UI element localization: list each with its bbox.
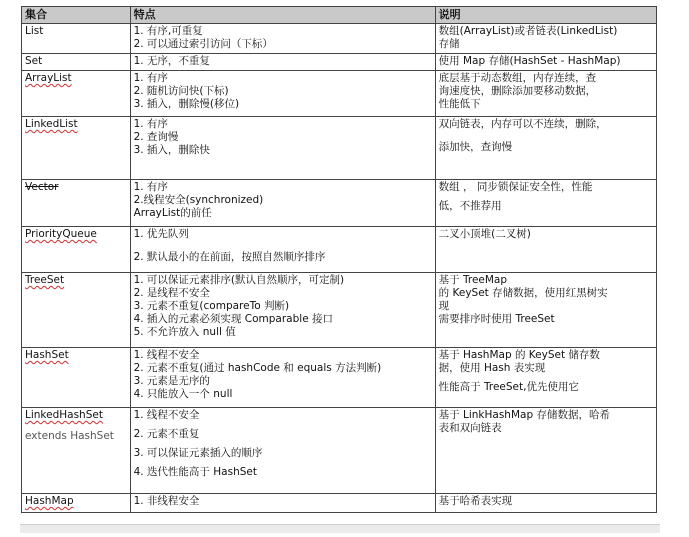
feature-line: 2. 元素不重复(通过 hashCode 和 equals 方法判断) — [133, 362, 382, 374]
table-row — [22, 348, 657, 408]
feature-line: 2. 默认最小的在前面，按照自然顺序排序 — [133, 251, 326, 263]
collection-name-extends: extends HashSet — [25, 430, 114, 442]
feature-line: 5. 不允许放入 null 值 — [133, 326, 236, 338]
feature-line: 1. 可以保证元素排序(默认自然顺序，可定制) — [133, 274, 345, 286]
feature-line: 1. 线程不安全 — [133, 349, 200, 361]
feature-line: 2. 查询慢 — [133, 131, 179, 143]
cell-features — [130, 71, 435, 117]
table-row — [22, 24, 657, 54]
description-line: 现 — [438, 300, 450, 312]
cell-name — [22, 227, 131, 273]
feature-line: 2.线程安全(synchronized) — [133, 194, 264, 206]
collection-name: PriorityQueue — [25, 228, 97, 240]
feature-line: 2. 是线程不安全 — [133, 287, 210, 299]
cell-description — [435, 494, 656, 513]
description-line: 基于 TreeMap — [438, 274, 508, 286]
cell-features — [130, 117, 435, 180]
description-line: 基于哈希表实现 — [438, 495, 513, 507]
cell-name — [22, 180, 131, 227]
collection-name: HashMap — [25, 495, 74, 507]
cell-name — [22, 54, 131, 71]
description-line: 据，使用 Hash 表实现 — [438, 362, 546, 374]
cell-features — [130, 227, 435, 273]
description-line: 基于 HashMap 的 KeySet 储存数 — [438, 349, 600, 361]
feature-line: 3. 元素是无序的 — [133, 375, 210, 387]
collection-name: TreeSet — [25, 274, 65, 286]
description-line: 需要排序时使用 TreeSet — [438, 313, 555, 325]
cell-features — [130, 408, 435, 494]
cell-description — [435, 180, 656, 227]
description-line: 二叉小顶堆(二叉树) — [438, 228, 531, 240]
cell-description — [435, 348, 656, 408]
feature-line: 1. 有序,可重复 — [133, 25, 203, 37]
cell-features — [130, 273, 435, 348]
feature-line: 1. 优先队列 — [133, 228, 189, 240]
collection-name: Set — [25, 55, 43, 67]
feature-line: 1. 有序 — [133, 118, 168, 130]
cell-description — [435, 71, 656, 117]
description-line: 询速度快，删除添加要移动数据， — [438, 85, 597, 97]
feature-line: 4. 插入的元素必须实现 Comparable 接口 — [133, 313, 333, 325]
collection-name: Vector — [25, 181, 59, 193]
description-line: 添加快，查询慢 — [438, 141, 513, 153]
cell-features — [130, 24, 435, 54]
feature-line: 4. 迭代性能高于 HashSet — [133, 466, 257, 478]
description-line: 存储 — [438, 38, 460, 50]
feature-line: 1. 有序 — [133, 181, 168, 193]
cell-name — [22, 117, 131, 180]
description-line: 的 KeySet 存储数据，使用红黑树实 — [438, 287, 608, 299]
feature-line: 4. 只能放入一个 null — [133, 388, 233, 400]
table-row — [22, 117, 657, 180]
table-row — [22, 71, 657, 117]
feature-line: 1. 有序 — [133, 72, 168, 84]
feature-line: ArrayList的前任 — [133, 207, 212, 219]
description-line: 性能低下 — [438, 98, 481, 110]
header-features: 特点 — [130, 7, 435, 24]
cell-name — [22, 348, 131, 408]
feature-line: 3. 可以保证元素插入的顺序 — [133, 447, 263, 459]
description-line: 性能高于 TreeSet,优先使用它 — [438, 381, 579, 393]
cell-description — [435, 227, 656, 273]
collection-name: HashSet — [25, 349, 69, 361]
description-line: 数组(ArrayList)或者链表(LinkedList) — [438, 25, 618, 37]
feature-line: 1. 线程不安全 — [133, 409, 200, 421]
feature-line: 3. 插入，删除快 — [133, 144, 210, 156]
collection-name: List — [25, 25, 44, 37]
feature-line: 3. 元素不重复(compareTo 判断) — [133, 300, 290, 312]
header-row — [22, 7, 657, 24]
cell-description — [435, 408, 656, 494]
cell-name — [22, 273, 131, 348]
cell-features — [130, 494, 435, 513]
description-line: 底层基于动态数组，内存连续，查 — [438, 72, 597, 84]
description-line: 使用 Map 存储(HashSet - HashMap) — [438, 55, 621, 67]
description-line: 低，不推荐用 — [438, 200, 502, 212]
feature-line: 2. 元素不重复 — [133, 428, 200, 440]
collection-name: ArrayList — [25, 72, 72, 84]
collection-name: LinkedList — [25, 118, 78, 130]
description-line: 基于 LinkHashMap 存储数据，哈希 — [438, 409, 610, 421]
description-line: 表和双向链表 — [438, 422, 502, 434]
cell-features — [130, 348, 435, 408]
cell-name — [22, 24, 131, 54]
collection-name: LinkedHashSet — [25, 409, 103, 421]
header-description: 说明 — [435, 7, 656, 24]
table-row — [22, 227, 657, 273]
feature-line: 2. 可以通过索引访问（下标） — [133, 38, 273, 50]
cell-name — [22, 408, 131, 494]
feature-line: 3. 插入，删除慢(移位) — [133, 98, 240, 110]
description-line: 双向链表，内存可以不连续，删除， — [438, 118, 607, 130]
table-row — [22, 180, 657, 227]
feature-line: 1. 非线程安全 — [133, 495, 200, 507]
table-row — [22, 54, 657, 71]
cell-description — [435, 24, 656, 54]
cell-description — [435, 117, 656, 180]
cell-name — [22, 71, 131, 117]
feature-line: 1. 无序，不重复 — [133, 55, 210, 67]
cell-features — [130, 54, 435, 71]
page-bottom-edge — [20, 524, 660, 533]
collections-table — [21, 6, 657, 513]
table-row — [22, 273, 657, 348]
cell-description — [435, 54, 656, 71]
cell-description — [435, 273, 656, 348]
cell-name — [22, 494, 131, 513]
table-row — [22, 494, 657, 513]
feature-line: 2. 随机访问快(下标) — [133, 85, 229, 97]
table-row — [22, 408, 657, 494]
description-line: 数组 ， 同步锁保证安全性，性能 — [438, 181, 593, 193]
cell-features — [130, 180, 435, 227]
header-collection: 集合 — [22, 7, 131, 24]
